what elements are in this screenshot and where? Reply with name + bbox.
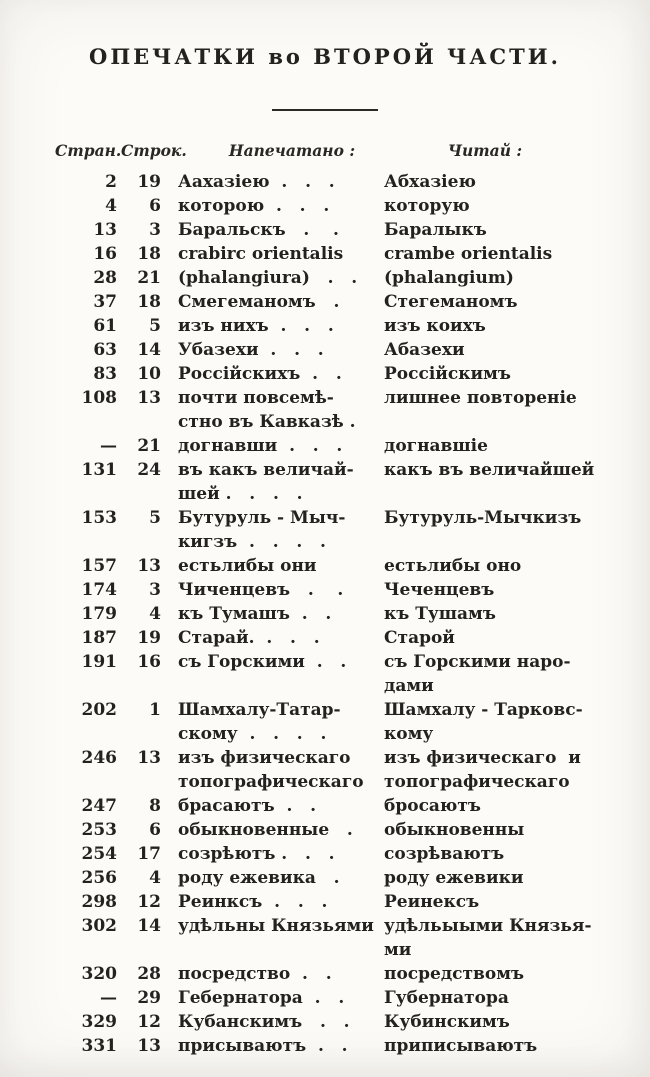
printed-text: къ Тумашъ . . — [178, 604, 332, 624]
errata-row — [55, 554, 603, 578]
errata-row — [55, 746, 603, 794]
line-number: 14 — [137, 340, 161, 360]
line-number: 13 — [137, 388, 161, 408]
correct-text: Кубинскимъ — [384, 1012, 510, 1032]
errata-row — [55, 314, 603, 338]
correct-text: съ Горскими наро- дами — [384, 652, 571, 696]
page-number: — — [100, 988, 117, 1008]
line-number: 3 — [149, 580, 161, 600]
page-number: 174 — [81, 580, 117, 600]
correct-text: crambe orientalis — [384, 244, 553, 264]
printed-text: (phalangiura) . . — [178, 268, 358, 288]
errata-row — [55, 986, 603, 1010]
line-number: 8 — [149, 796, 161, 816]
page-number: 13 — [93, 220, 117, 240]
correct-text: Абхазіею — [384, 172, 476, 192]
errata-row — [55, 362, 603, 386]
line-number: 19 — [137, 172, 161, 192]
errata-row — [55, 626, 603, 650]
printed-text: изъ физическаго топографическаго — [178, 748, 364, 792]
col-header-printed: Напечатано : — [228, 141, 356, 160]
line-number: 12 — [137, 1012, 161, 1032]
printed-text: посредство . . — [178, 964, 332, 984]
errata-row — [55, 818, 603, 842]
correct-text: бросаютъ — [384, 796, 481, 816]
line-number: 19 — [137, 628, 161, 648]
correct-text: къ Тушамъ — [384, 604, 496, 624]
page-number: 254 — [81, 844, 117, 864]
errata-row — [55, 242, 603, 266]
col-header-page: Стран. — [55, 141, 122, 160]
page-number: 63 — [93, 340, 117, 360]
line-number: 12 — [137, 892, 161, 912]
errata-row — [55, 194, 603, 218]
errata-row — [55, 1034, 603, 1058]
page-number: 2 — [105, 172, 117, 192]
printed-text: Кубанскимъ . . — [178, 1012, 350, 1032]
errata-row — [55, 266, 603, 290]
page-number: 179 — [81, 604, 117, 624]
correct-text: Губернатора — [384, 988, 509, 1008]
correct-text: изъ физическаго и топографическаго — [384, 748, 581, 792]
printed-text: Реинксъ . . . — [178, 892, 328, 912]
errata-row — [55, 698, 603, 746]
line-number: 21 — [137, 436, 161, 456]
page-number: 329 — [81, 1012, 117, 1032]
correct-text: посредствомъ — [384, 964, 525, 984]
errata-row — [55, 338, 603, 362]
correct-text: изъ коихъ — [384, 316, 486, 336]
errata-row — [55, 890, 603, 914]
errata-row — [55, 650, 603, 698]
line-number: 29 — [137, 988, 161, 1008]
errata-row — [55, 290, 603, 314]
errata-row — [55, 434, 603, 458]
errata-row — [55, 458, 603, 506]
page-number: 61 — [93, 316, 117, 336]
correct-text: Чеченцевъ — [384, 580, 495, 600]
printed-text: Гебернатора . . — [178, 988, 345, 1008]
correct-text: Абазехи — [384, 340, 465, 360]
col-header-line: Строк. — [121, 141, 187, 160]
line-number: 1 — [149, 700, 161, 720]
errata-row — [55, 962, 603, 986]
correct-text: Стегеманомъ — [384, 292, 518, 312]
correct-text: Бутуруль-Мычкизъ — [384, 508, 582, 528]
printed-text: Россійскихъ . . — [178, 364, 342, 384]
page-number: 4 — [105, 196, 117, 216]
errata-row — [55, 842, 603, 866]
page-number: 16 — [93, 244, 117, 264]
printed-text: присываютъ . . — [178, 1036, 348, 1056]
page-number: 320 — [81, 964, 117, 984]
correct-text: какъ въ величайшей — [384, 460, 595, 480]
correct-text: догнавшіе — [384, 436, 488, 456]
errata-row — [55, 602, 603, 626]
page-number: 246 — [81, 748, 117, 768]
page-number: 108 — [81, 388, 117, 408]
printed-text: созрѣютъ . . . — [178, 844, 335, 864]
printed-text: Чиченцевъ . . — [178, 580, 344, 600]
errata-row — [55, 914, 603, 962]
page-number: — — [100, 436, 117, 456]
line-number: 17 — [137, 844, 161, 864]
printed-text: брасаютъ . . — [178, 796, 317, 816]
page-number: 298 — [81, 892, 117, 912]
page-number: 37 — [93, 292, 117, 312]
page-number: 187 — [81, 628, 117, 648]
errata-table — [55, 141, 603, 1058]
errata-row — [55, 866, 603, 890]
correct-text: Россійскимъ — [384, 364, 511, 384]
printed-text: почти повсемѣ- стно въ Кавказѣ . — [178, 388, 356, 432]
correct-text: удѣльыыми Князья- ми — [384, 916, 592, 960]
page-number: 302 — [81, 916, 117, 936]
page-number: 153 — [81, 508, 117, 528]
line-number: 5 — [149, 316, 161, 336]
printed-text: Баральскъ . . — [178, 220, 339, 240]
printed-text: crabirc orientalis — [178, 244, 344, 264]
correct-text: Старой — [384, 628, 455, 648]
col-header-correct: Читай : — [447, 141, 523, 160]
correct-text: (phalangium) — [384, 268, 514, 288]
printed-text: Шамхалу-Татар- скому . . . . — [178, 700, 341, 744]
correct-text: приписываютъ — [384, 1036, 538, 1056]
printed-text: которою . . . — [178, 196, 330, 216]
printed-text: въ какъ величай- шей . . . . — [178, 460, 354, 504]
printed-text: естьлибы они — [178, 556, 317, 576]
line-number: 14 — [137, 916, 161, 936]
errata-row — [55, 218, 603, 242]
page-number: 191 — [81, 652, 117, 672]
page-number: 331 — [81, 1036, 117, 1056]
correct-text: лишнее повтореніе — [384, 388, 577, 408]
printed-text: Старай. . . . — [178, 628, 320, 648]
line-number: 13 — [137, 748, 161, 768]
printed-text: удѣльны Князьями — [178, 916, 374, 936]
errata-row — [55, 386, 603, 434]
line-number: 18 — [137, 292, 161, 312]
page-number: 157 — [81, 556, 117, 576]
correct-text: естьлибы оно — [384, 556, 522, 576]
printed-text: Аахазіею . . . — [178, 172, 335, 192]
page-number: 131 — [81, 460, 117, 480]
line-number: 21 — [137, 268, 161, 288]
errata-row — [55, 506, 603, 554]
page-number: 253 — [81, 820, 117, 840]
errata-row — [55, 578, 603, 602]
line-number: 16 — [137, 652, 161, 672]
printed-text: Убазехи . . . — [178, 340, 324, 360]
errata-row — [55, 794, 603, 818]
page-number: 83 — [93, 364, 117, 384]
correct-text: Баралыкъ — [384, 220, 487, 240]
printed-text: съ Горскими . . — [178, 652, 347, 672]
line-number: 5 — [149, 508, 161, 528]
correct-text: роду ежевики — [384, 868, 524, 888]
line-number: 13 — [137, 556, 161, 576]
correct-text: обыкновенны — [384, 820, 525, 840]
line-number: 4 — [149, 604, 161, 624]
line-number: 28 — [137, 964, 161, 984]
printed-text: догнавши . . . — [178, 436, 343, 456]
errata-rows — [55, 170, 603, 1058]
page-number: 202 — [81, 700, 117, 720]
page-number: 247 — [81, 796, 117, 816]
line-number: 4 — [149, 868, 161, 888]
errata-row — [55, 170, 603, 194]
line-number: 18 — [137, 244, 161, 264]
line-number: 24 — [137, 460, 161, 480]
page-number: 256 — [81, 868, 117, 888]
divider-rule — [272, 109, 378, 111]
errata-row — [55, 1010, 603, 1034]
line-number: 3 — [149, 220, 161, 240]
table-header-row — [55, 141, 603, 160]
printed-text: обыкновенные . — [178, 820, 353, 840]
line-number: 13 — [137, 1036, 161, 1056]
printed-text: изъ нихъ . . . — [178, 316, 334, 336]
page-number: 28 — [93, 268, 117, 288]
printed-text: роду ежевика . — [178, 868, 340, 888]
line-number: 6 — [149, 820, 161, 840]
line-number: 6 — [149, 196, 161, 216]
correct-text: Шамхалу - Тарковс- кому — [384, 700, 583, 744]
correct-text: которую — [384, 196, 470, 216]
printed-text: Смегеманомъ . — [178, 292, 340, 312]
printed-text: Бутуруль - Мыч- кигзъ . . . . — [178, 508, 346, 552]
correct-text: созрѣваютъ — [384, 844, 505, 864]
page-title: ОПЕЧАТКИ во ВТОРОЙ ЧАСТИ. — [89, 44, 561, 69]
correct-text: Реинексъ — [384, 892, 480, 912]
line-number: 10 — [137, 364, 161, 384]
